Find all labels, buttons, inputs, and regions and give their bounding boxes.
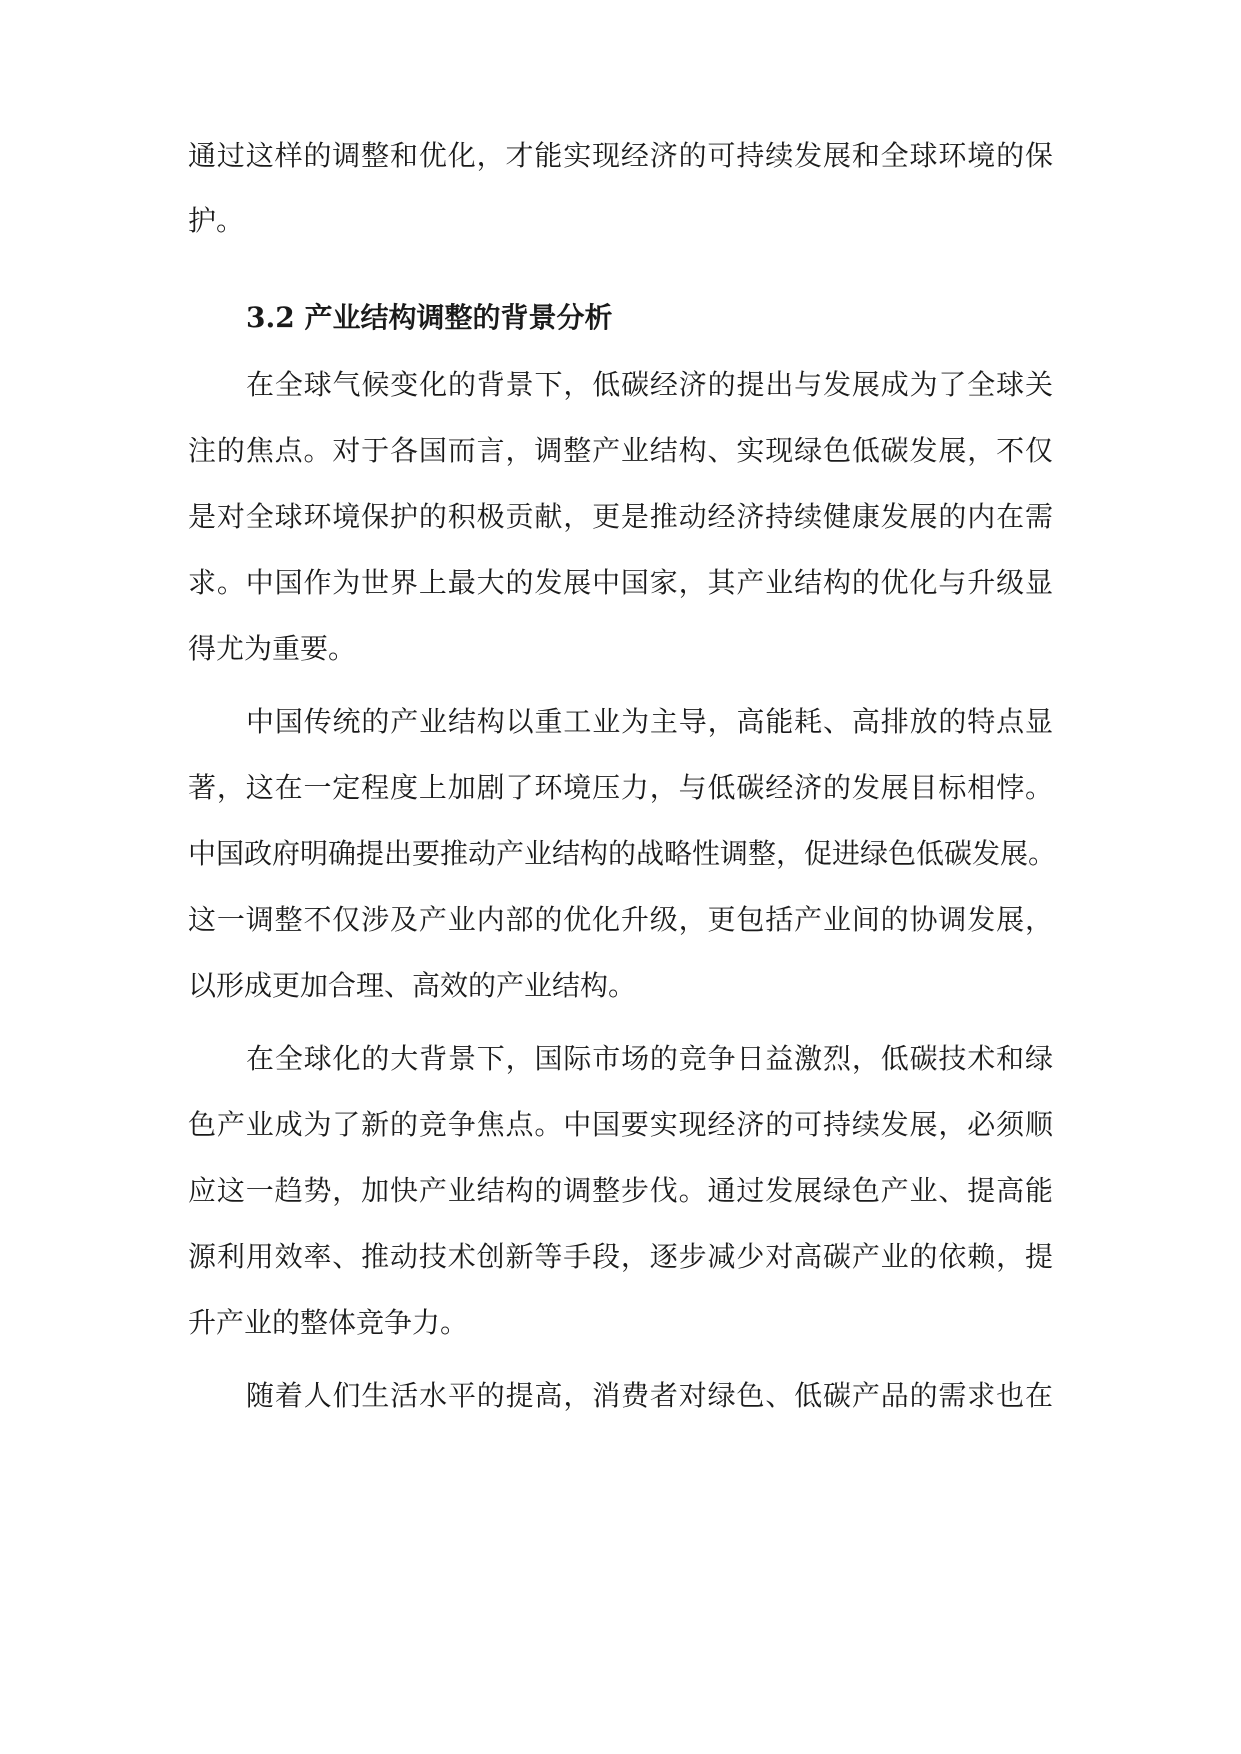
paragraph-line: 在全球气候变化的背景下，低碳经济的提出与发展成为了全球关: [246, 368, 1053, 401]
paragraph-line: 著，这在一定程度上加剧了环境压力，与低碳经济的发展目标相悖。: [188, 771, 1053, 804]
paragraph-line: 护。: [188, 204, 245, 237]
paragraph-line: 通过这样的调整和优化，才能实现经济的可持续发展和全球环境的保: [188, 139, 1053, 172]
paragraph-line: 这一调整不仅涉及产业内部的优化升级，更包括产业间的协调发展，: [188, 903, 1053, 936]
section-heading: 3.2 产业结构调整的背景分析: [246, 301, 613, 334]
paragraph-line: 升产业的整体竞争力。: [188, 1306, 469, 1339]
paragraph-line: 色产业成为了新的竞争焦点。中国要实现经济的可持续发展，必须顺: [188, 1108, 1053, 1141]
paragraph-line: 在全球化的大背景下，国际市场的竞争日益激烈，低碳技术和绿: [246, 1042, 1053, 1075]
paragraph-line: 应这一趋势，加快产业结构的调整步伐。通过发展绿色产业、提高能: [188, 1174, 1053, 1207]
paragraph-line: 以形成更加合理、高效的产业结构。: [188, 969, 637, 1002]
paragraph-line: 是对全球环境保护的积极贡献，更是推动经济持续健康发展的内在需: [188, 500, 1053, 533]
paragraph-line: 得尤为重要。: [188, 632, 357, 665]
paragraph-line: 中国政府明确提出要推动产业结构的战略性调整，促进绿色低碳发展。: [188, 837, 1057, 870]
paragraph-line: 求。中国作为世界上最大的发展中国家，其产业结构的优化与升级显: [188, 566, 1053, 599]
paragraph-line: 注的焦点。对于各国而言，调整产业结构、实现绿色低碳发展，不仅: [188, 434, 1053, 467]
paragraph-line: 中国传统的产业结构以重工业为主导，高能耗、高排放的特点显: [246, 705, 1053, 738]
paragraph-line: 随着人们生活水平的提高，消费者对绿色、低碳产品的需求也在: [246, 1379, 1053, 1412]
paragraph-line: 源利用效率、推动技术创新等手段，逐步减少对高碳产业的依赖，提: [188, 1240, 1053, 1273]
